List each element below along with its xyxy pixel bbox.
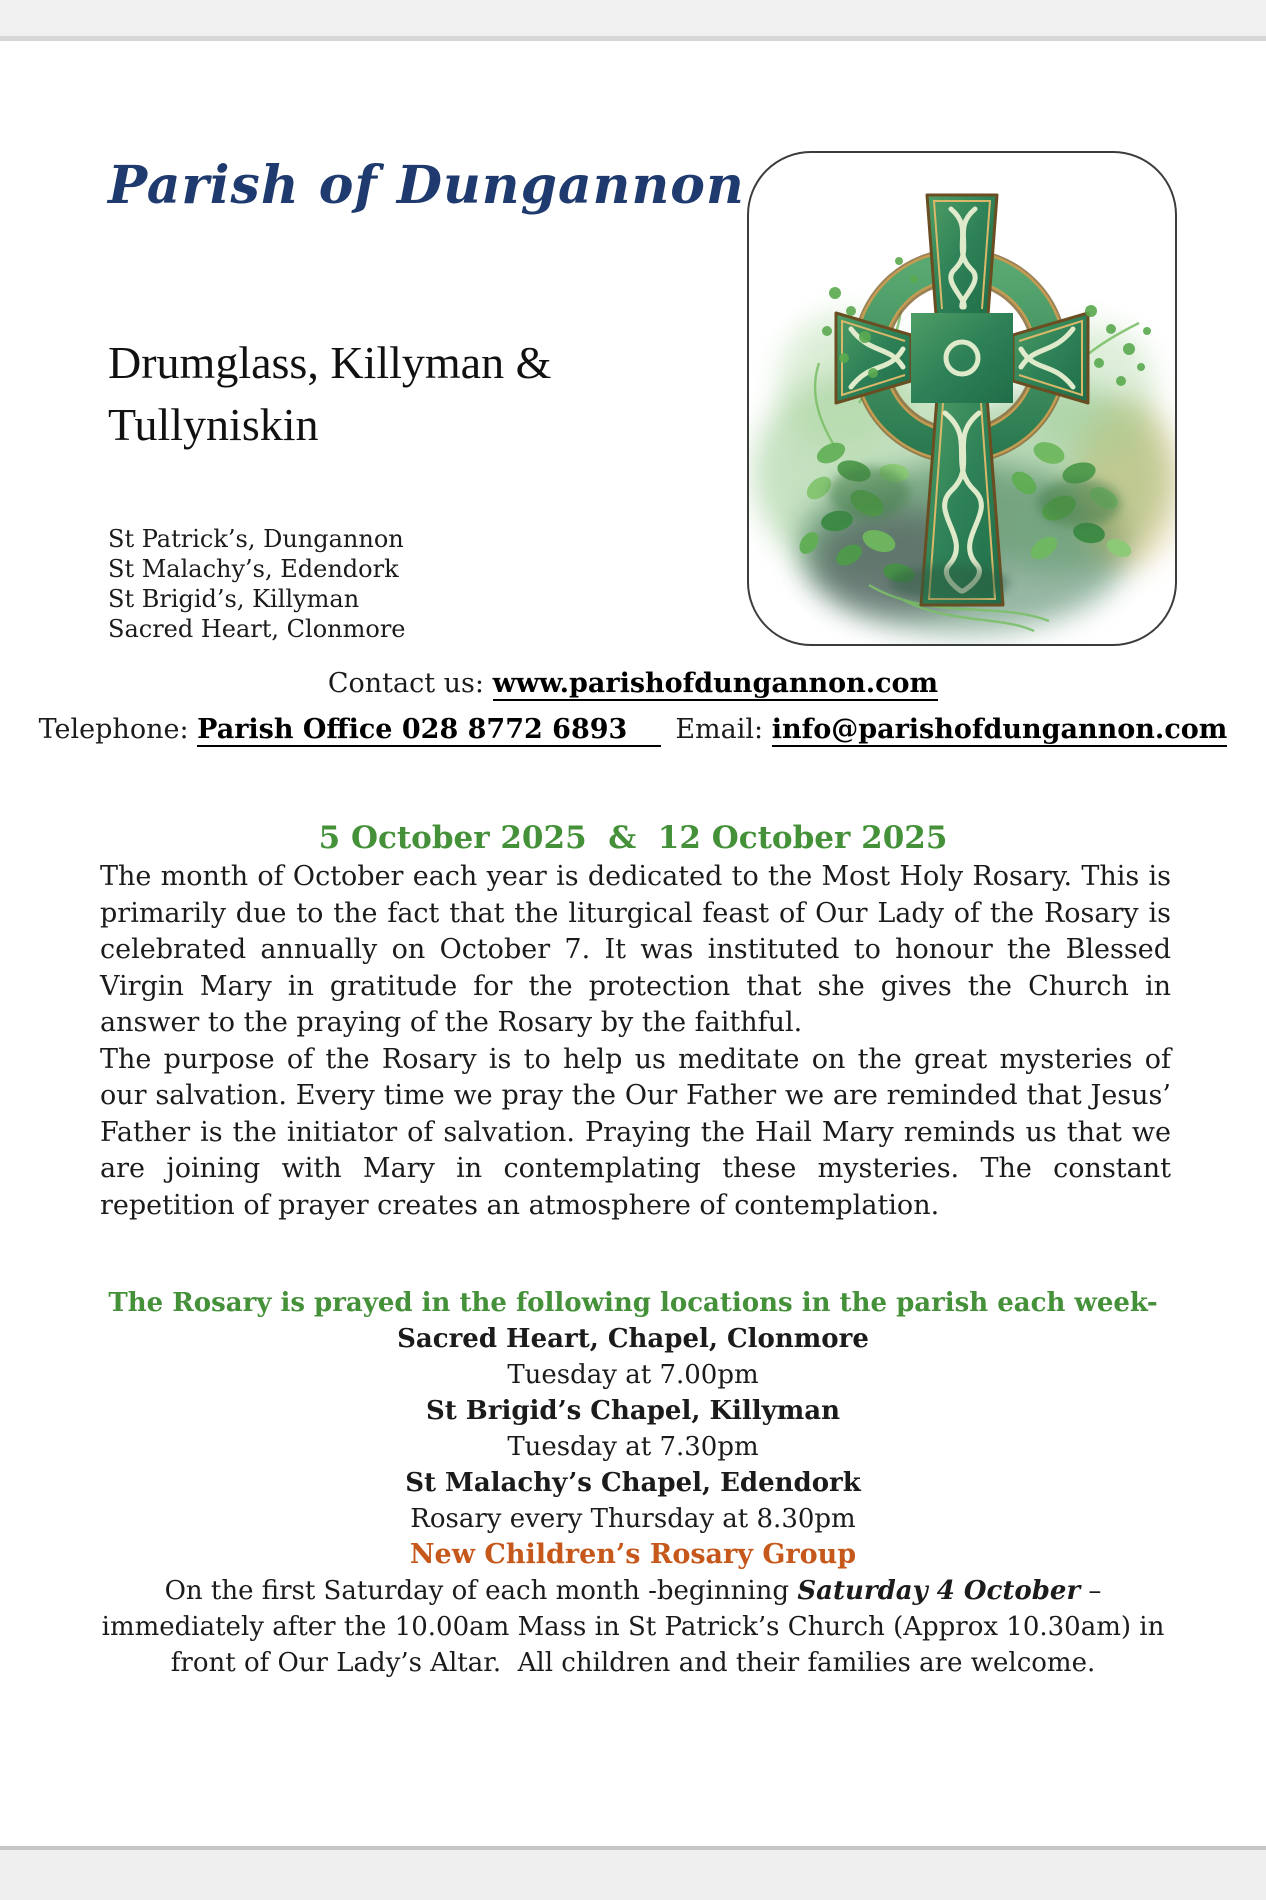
telephone-value: Parish Office 028 8772 6893 [197,714,661,747]
viewer-top-gutter [0,0,1266,41]
rosary-paragraph-1: The month of October each year is dedicated to the Most Holy Rosary. This is primarily due to the fact that the liturgical feast of Our Lady of the Rosary is celebrated annually on October 7. It was instituted to honour the Blessed Virgin Mary in gratitude for the protection that she gives the Church in answer to the praying of the Rosary by the faithful. [100,861,1171,1038]
telephone-label: Telephone: [38,714,198,745]
location-name: St Brigid’s Chapel, Killyman [425,1396,841,1426]
church-item: St Patrick’s, Dungannon [108,525,404,553]
location-time: Rosary every Thursday at 8.30pm [410,1504,856,1534]
celtic-cross-image [747,151,1177,646]
dates-heading: 5 October 2025 & 12 October 2025 [318,820,948,856]
rosary-paragraph-2: The purpose of the Rosary is to help us meditate on the great mysteries of our salvation. Every time we pray the Our Father we are reminded that Jesus’ Father is the initiator of salvation. Praying the Hail Mary reminds us that we are joining with Mary in contemplating these mysteries. The constant repetition of prayer creates an atmosphere of contemplation. [100,1043,1171,1221]
location-name: St Malachy’s Chapel, Edendork [405,1468,861,1498]
rosary-locations-heading: The Rosary is prayed in the following locations in the parish each week- [108,1288,1158,1318]
children-rosary-paragraph [88,1573,1178,1681]
church-item: St Malachy’s, Edendork [108,555,399,583]
email-label: Email: [675,714,772,745]
parish-areas-subtitle: Drumglass, Killyman & Tullyniskin [108,337,552,450]
children-text-post: – immediately after the 10.00am Mass in St Patrick’s Church (Approx 10.30am) in front of Our Lady’s Altar. All children and their families are welcome. [101,1576,1173,1678]
location-name: Sacred Heart, Chapel, Clonmore [397,1324,869,1354]
telephone-line [0,712,1266,748]
church-item: St Brigid’s, Killyman [108,585,360,613]
viewer-bottom-gutter [0,1846,1266,1900]
celtic-cross-illustration [749,153,1175,644]
email-link[interactable]: info@parishofdungannon.com [771,714,1228,745]
rosary-locations-list [0,1321,1266,1537]
church-item: Sacred Heart, Clonmore [108,615,406,643]
website-link[interactable]: www.parishofdungannon.com [492,668,939,699]
location-time: Tuesday at 7.30pm [507,1432,759,1462]
contact-label: Contact us: [327,668,493,699]
contact-line [0,666,1266,702]
location-time: Tuesday at 7.00pm [507,1360,759,1390]
document-page [0,41,1266,1846]
children-text-date: Saturday 4 October [797,1576,1081,1606]
children-rosary-heading: New Children’s Rosary Group [409,1539,857,1570]
page-title: Parish of Dungannon [108,155,745,216]
children-text-pre: On the first Saturday of each month -beginning [164,1576,798,1606]
